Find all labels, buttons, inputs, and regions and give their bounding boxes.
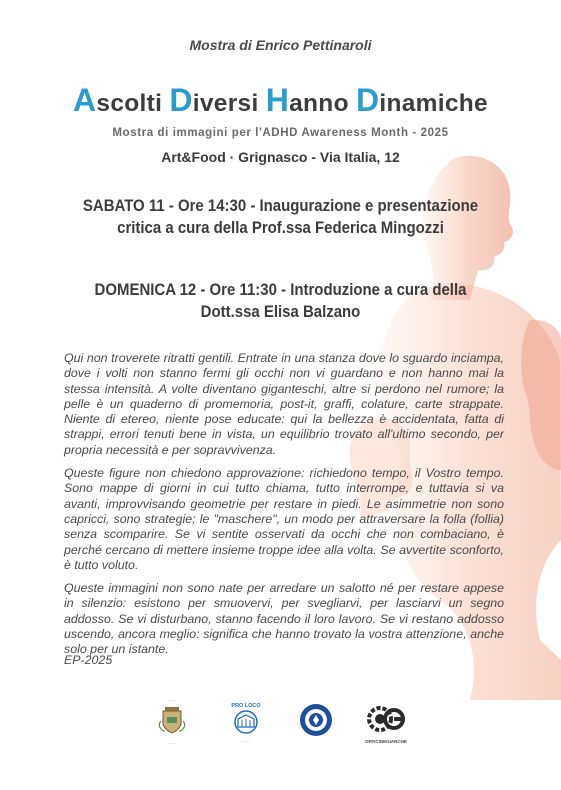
venue-line: Art&Food · Grignasco - Via Italia, 12 [161, 149, 400, 165]
exhibition-title [0, 82, 561, 119]
event-line: DOMENICA 12 - Ore 11:30 - Introduzione a cura della [94, 280, 467, 299]
title-initial: D [169, 82, 193, 118]
title-word-rest: anno [289, 90, 356, 117]
crest-caption-top: ······· [167, 699, 177, 703]
signature: EP-2025 [64, 653, 113, 667]
event-line: SABATO 11 - Ore 14:30 - Inaugurazione e presentazione [82, 196, 479, 215]
proloco-label: PRO LOCO [231, 703, 261, 709]
municipal-crest-icon [155, 703, 189, 737]
event-line: critica a cura della Prof.ssa Federica Mingozzi [117, 218, 444, 237]
description-paragraph: Qui non troverete ritratti gentili. Entrate in una stanza dove lo sguardo inciampa, dove i volti non stanno fermi gli occhi non vi guardano e non hanno mai la stessa intensità. A volte diventano giganteschi, altre si perdono nel rumore; la pelle è un quaderno di promemoria, post-it, graffi, colature, carte strappate. Niente di etereo, niente pose educate: qui la bellezza è accidentata, fatta di strappi, errori tenuti bene in vista, un equilibrio trovato all'ultimo secondo, per propria necessità e per sopravvivenza. [64, 351, 504, 457]
title-initial: A [73, 82, 97, 118]
description-paragraph: Queste immagini non sono nate per arredare un salotto né per restare appese in silenzio: esistono per smuovervi, per svegliarvi, per lasciarvi un segno addosso. Se vi disturbano, stanno facendo il loro lavoro. Se vi restano addosso uscendo, ancora meglio: significa che hanno trovato la vostra attenzione, anche solo per un istante. [64, 581, 504, 657]
description-paragraph: Queste figure non chiedono approvazione: richiedono tempo, il Vostro tempo. Sono mappe di giorni in cui tutto chiama, tutto interrompe, e tuttavia si va avanti, improvvisando geometrie per restare in piedi. Le asimmetrie non sono capricci, sono strategie; le "maschere", un modo per attraversare la folla (follia) senza scomparire. Se vi sentite osservati da occhi che non combaciano, è perché cercano di mettere insieme troppe idee alla volta. Se avvertite sconforto, è tutto voluto. [64, 466, 504, 572]
seal-logo [298, 702, 334, 738]
title-word-rest: inamiche [379, 90, 488, 117]
seal-icon [298, 702, 334, 738]
proloco-building-icon [224, 709, 268, 735]
officine-label: OFFICINEGIARCHE [365, 739, 407, 744]
exhibition-subtitle: Mostra di immagini per l'ADHD Awareness Month - 2025 [112, 127, 449, 139]
proloco-caption: ········ [241, 740, 251, 744]
title-word-rest: scolti [96, 90, 170, 117]
officine-logo [364, 704, 408, 744]
title-initial: D [355, 82, 380, 118]
title-word-rest: iversi [192, 90, 266, 117]
officine-og-icon [364, 704, 408, 734]
title-initial: H [265, 82, 290, 118]
event-sunday [69, 279, 492, 323]
event-line: Dott.ssa Elisa Balzano [200, 302, 361, 321]
event-saturday [69, 195, 492, 239]
exhibition-description [64, 351, 504, 666]
crest-caption-bottom: ······· [167, 742, 177, 746]
proloco-logo [224, 703, 268, 744]
municipal-crest-logo [155, 699, 189, 751]
exhibition-byline: Mostra di Enrico Pettinaroli [189, 37, 372, 53]
